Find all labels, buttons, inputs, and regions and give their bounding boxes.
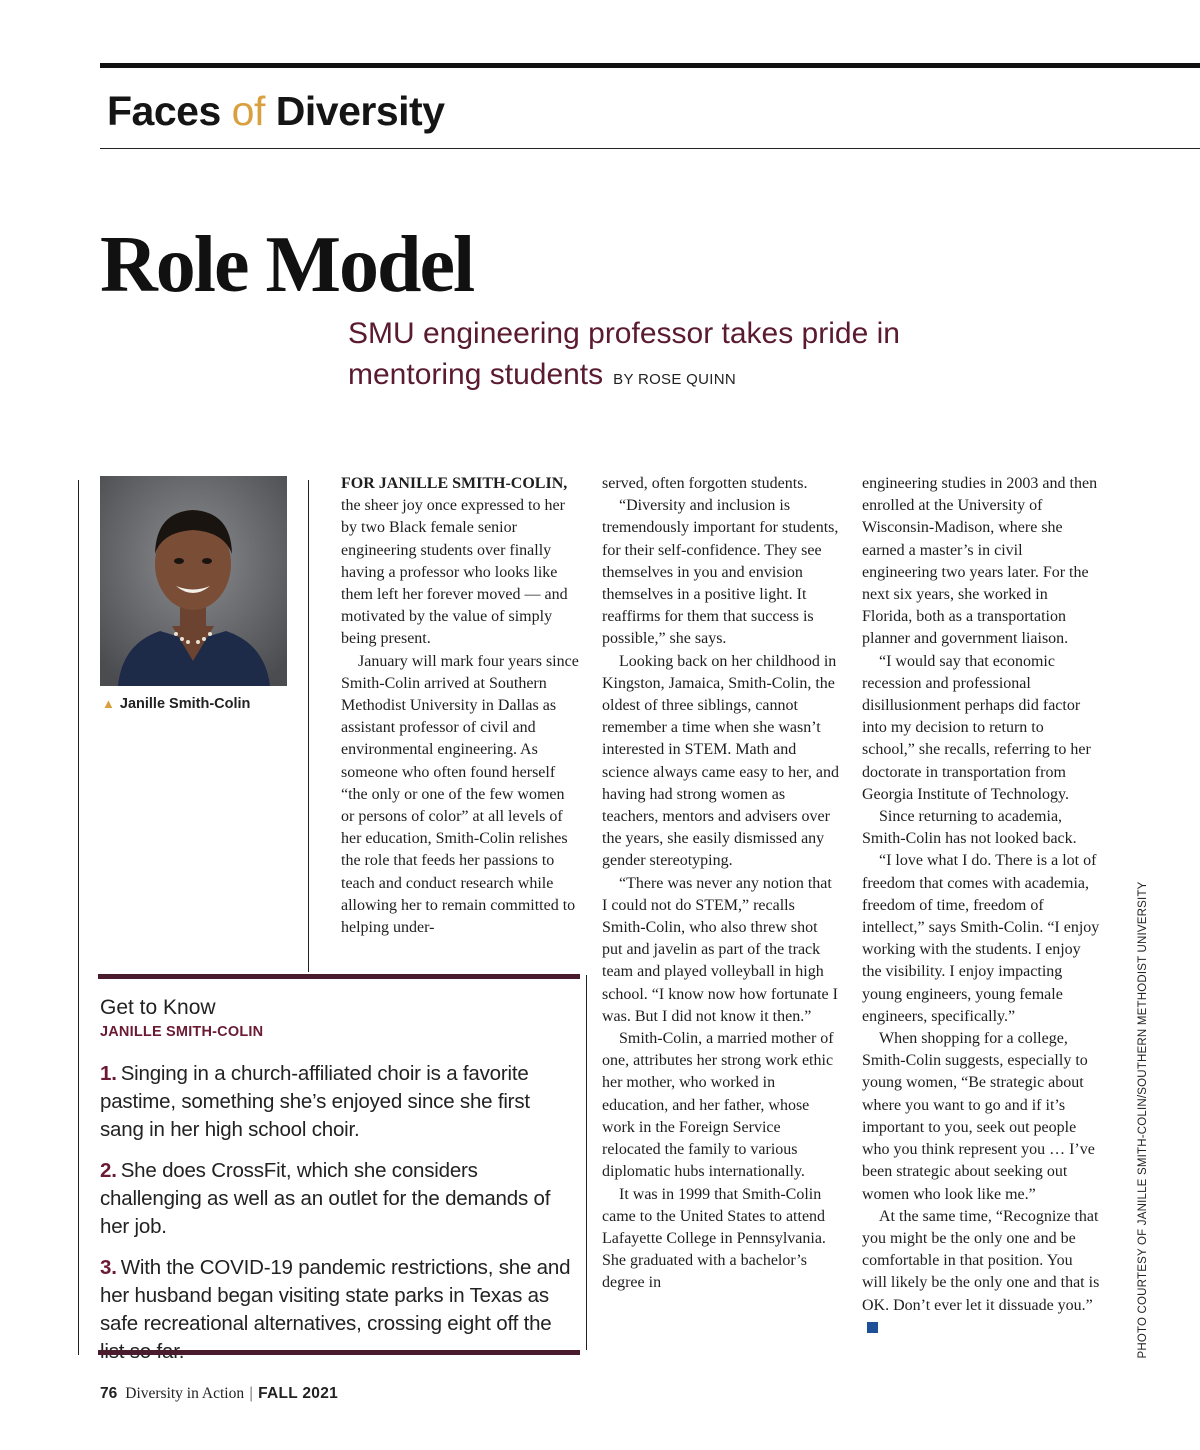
- list-number: 3.: [100, 1256, 117, 1279]
- sidebar-column-rule: [586, 975, 587, 1350]
- caption-triangle-icon: ▲: [102, 696, 115, 711]
- section-word-diversity: Diversity: [275, 88, 445, 134]
- portrait-photo: [100, 476, 287, 686]
- photo-credit: PHOTO COURTESY OF JANILLE SMITH-COLIN/SOUTHERN METHODIST UNIVERSITY: [1137, 881, 1149, 1359]
- sidebar-list: [100, 1060, 578, 1379]
- body-paragraph: Smith-Colin, a married mother of one, attributes her strong work ethic her mother, who worked in education, and her father, whose work in the Foreign Service relocated the family to various diplomatic hubs internationally.: [602, 1030, 834, 1181]
- caption-text: Janille Smith-Colin: [119, 696, 251, 712]
- sidebar-top-rule: [98, 974, 580, 979]
- body-column-1: [341, 473, 581, 939]
- list-text: With the COVID-19 pandemic restrictions, she and her husband began visiting state parks in Texas as safe recreational alternatives, crossing eight off the: [100, 1256, 571, 1335]
- body-paragraph: [341, 473, 581, 651]
- body-paragraph: When shopping for a college, Smith-Colin suggests, especially to young women, “Be strategic about where you want to go and if it’s important to you, seek out people who you think represent you … I’ve been strategic about seeking out women who look like me.”: [862, 1030, 1095, 1203]
- photo-column-rule: [308, 480, 309, 972]
- list-text: She does CrossFit, which she considers challenging as well as an outlet for the demands of her job.: [100, 1159, 551, 1238]
- sidebar-title: Get to Know: [100, 996, 216, 1019]
- body-paragraph: Looking back on her childhood in Kingston, Jamaica, Smith-Colin, the oldest of three siblings, cannot remember a time when she wasn’t interested in STEM. Math and science always came easy to her, and having had strong women as teachers, mentors and advisers over the years, she easily dismissed any gender stereotyping.: [602, 652, 840, 870]
- body-column-2: [602, 473, 840, 1295]
- section-word-of: of: [231, 88, 265, 134]
- byline: BY ROSE QUINN: [613, 371, 736, 388]
- sidebar-list-item: [100, 1157, 578, 1241]
- issue-label: FALL 2021: [258, 1385, 339, 1402]
- publication-name: Diversity in Action: [125, 1385, 245, 1402]
- get-to-know-sidebar: [98, 974, 580, 1359]
- top-rule: [100, 63, 1200, 68]
- body-paragraph: “I love what I do. There is a lot of freedom that comes with academia, freedom of time, freedom of intellect,” says Smith-Colin. “I enjoy working with the students. I enjoy the visibility. I enjoy impacting young engineers, young female engineers, specifically.”: [862, 852, 1100, 1025]
- body-column-3: [862, 473, 1100, 1339]
- header-rule: [100, 148, 1200, 149]
- portrait-illustration: [100, 476, 287, 686]
- body-paragraph: “I would say that economic recession and professional disillusionment perhaps did factor into my decision to return to school,” she recalls, referring to her doctorate in transportation from Georgia Institute of Technology.: [862, 652, 1091, 803]
- body-text: At the same time, “Recognize that you might be the only one and be comfortable in that position. You will likely be the only one and that is OK. Don’t ever let it dissuade you.”: [862, 1207, 1100, 1314]
- deck-text: SMU engineering professor takes pride in mentoring students: [348, 317, 900, 391]
- section-title: [107, 88, 445, 135]
- page-footer: [100, 1385, 338, 1403]
- body-paragraph: “There was never any notion that I could not do STEM,” recalls Smith-Colin, who also threw shot put and javelin as part of the track team and played volleyball in high school. “I know now how fortunate I was. But I did not know it then.”: [602, 874, 838, 1025]
- body-paragraph: engineering studies in 2003 and then enrolled at the University of Wisconsin-Madison, where she earned a master’s in civil engineering two years later. For the next six years, she worked in Florida, both as a transportation planner and government liaison.: [862, 475, 1098, 648]
- left-column-rule: [78, 480, 79, 1355]
- body-paragraph: “Diversity and inclusion is tremendously important for students, for their self-confidence. They see themselves in you and envision themselves in a positive light. It reaffirms for them that success is possible,” she says.: [602, 497, 839, 648]
- body-paragraph-final: [862, 1206, 1100, 1339]
- body-paragraph: January will mark four years since Smith-Colin arrived at Southern Methodist University in Dallas as assistant professor of civil and environmental engineering. As someone who often found herself “the only or one of the few women or persons of color” at all levels of her education, Smith-Colin relishes the role that feeds her passions to teach and conduct research while allowing her to remain committed to helping under-: [341, 652, 579, 937]
- body-paragraph: served, often forgotten students.: [602, 475, 808, 492]
- headline: Role Model: [100, 221, 474, 309]
- list-number: 2.: [100, 1159, 117, 1182]
- list-text: Singing in a church-affiliated choir is a favorite pastime, something she’s enjoyed since she first sang in her high school choir.: [100, 1062, 530, 1141]
- footer-separator: |: [249, 1385, 254, 1402]
- list-number: 1.: [100, 1062, 117, 1085]
- sidebar-list-item: [100, 1060, 578, 1144]
- lead-in: FOR JANILLE SMITH-COLIN,: [341, 475, 568, 492]
- body-paragraph: It was in 1999 that Smith-Colin came to the United States to attend Lafayette College in Pennsylvania. She graduated with a bachelor’s degree in: [602, 1185, 826, 1292]
- sidebar-bottom-rule: [98, 1350, 580, 1355]
- page-number: 76: [100, 1385, 118, 1402]
- photo-caption: [102, 696, 250, 712]
- deck: [348, 313, 988, 400]
- body-paragraph: Since returning to academia, Smith-Colin has not looked back.: [862, 808, 1077, 848]
- body-text: the sheer joy once expressed to her by two Black female senior engineering students over finally having a professor who looks like them left her forever moved — and motivated by the value of simply being present.: [341, 497, 568, 648]
- sidebar-name: JANILLE SMITH-COLIN: [100, 1024, 264, 1040]
- end-mark-icon: [867, 1322, 878, 1333]
- section-word-faces: Faces: [107, 88, 221, 134]
